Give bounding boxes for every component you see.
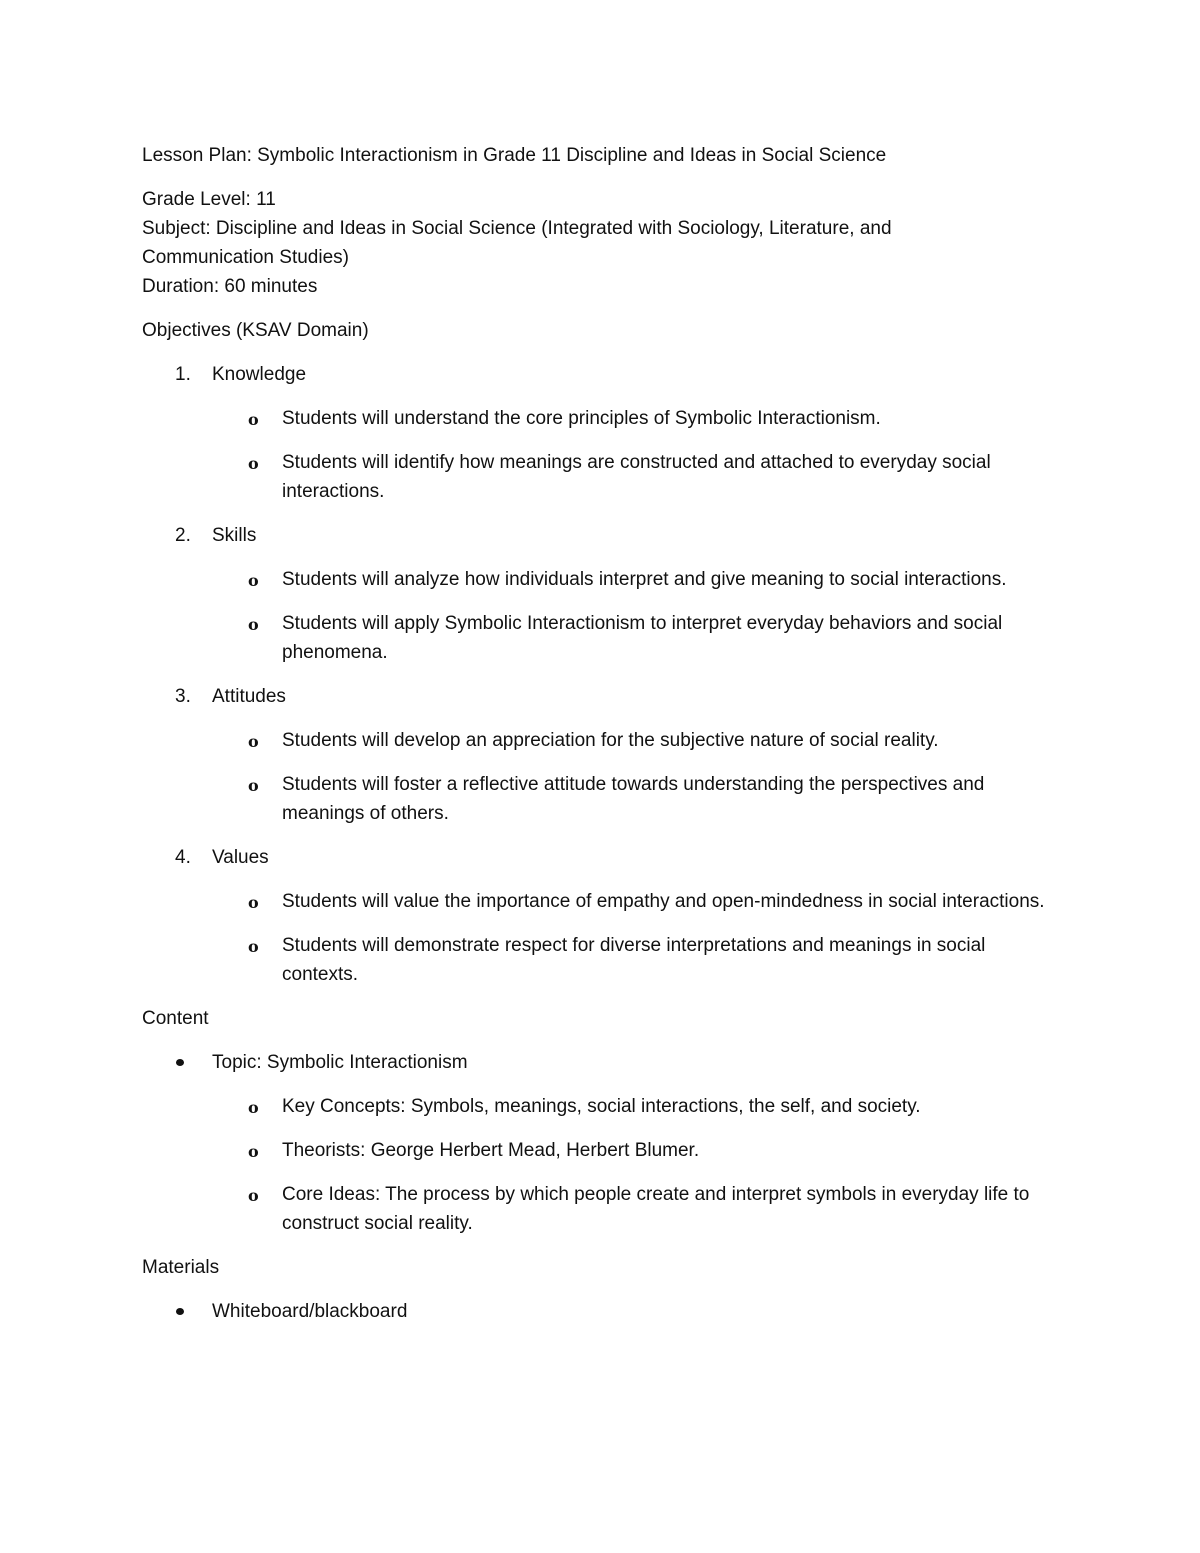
content-heading: Content [142,1008,209,1029]
duration: Duration: 60 minutes [142,276,318,297]
content-topic [142,1048,1062,1238]
circle-bullet-icon: o [248,410,259,429]
list-item-text: Key Concepts: Symbols, meanings, social interactions, the self, and society. [282,1096,921,1117]
list-item-text: Students will foster a reflective attitude towards understanding the perspectives and meanings of others. [282,774,985,824]
materials-heading: Materials [142,1257,220,1278]
topic-text: Topic: Symbolic Interactionism [212,1052,468,1073]
list-item [142,404,1062,433]
circle-bullet-icon: o [248,571,259,590]
circle-bullet-icon: o [248,1098,259,1117]
circle-bullet-icon: o [248,937,259,956]
list-item [142,1136,1062,1165]
list-item [142,1297,1062,1326]
list-number: 2. [175,525,191,546]
list-item-text: Students will demonstrate respect for diverse interpretations and meanings in social contexts. [282,935,986,985]
list-item [142,1180,1062,1238]
circle-bullet-icon: o [248,1186,259,1205]
circle-bullet-icon: o [248,776,259,795]
list-number: 4. [175,847,191,868]
bullet-icon [176,1308,184,1315]
list-item-text: Students will analyze how individuals interpret and give meaning to social interactions. [282,569,1007,590]
list-item-text: Theorists: George Herbert Mead, Herbert Blumer. [282,1140,700,1161]
list-item [142,565,1062,594]
circle-bullet-icon: o [248,893,259,912]
list-item [142,931,1062,989]
objectives-list [142,360,1062,989]
list-item-text: Whiteboard/blackboard [212,1301,408,1322]
lesson-meta [142,185,1062,301]
list-item-text: Students will apply Symbolic Interactionism to interpret everyday behaviors and social phenomena. [282,613,1003,663]
objective-values [142,843,1062,989]
list-item [142,726,1062,755]
circle-bullet-icon: o [248,732,259,751]
list-item-text: Students will understand the core principles of Symbolic Interactionism. [282,408,881,429]
objective-label: Values [212,847,269,868]
objective-attitudes [142,682,1062,828]
subject-line-1: Subject: Discipline and Ideas in Social Science (Integrated with Sociology, Literature, and [142,218,892,239]
list-item [142,609,1062,667]
bullet-icon [176,1059,184,1066]
list-number: 3. [175,686,191,707]
objective-label: Knowledge [212,364,307,385]
list-number: 1. [175,364,191,385]
objectives-heading: Objectives (KSAV Domain) [142,320,369,341]
list-item-text: Students will develop an appreciation for the subjective nature of social reality. [282,730,939,751]
list-item-text: Core Ideas: The process by which people create and interpret symbols in everyday life to construct social reality. [282,1184,1030,1234]
content-list [142,1048,1062,1238]
objective-skills [142,521,1062,667]
list-item-text: Students will identify how meanings are constructed and attached to everyday social interactions. [282,452,991,502]
lesson-title: Lesson Plan: Symbolic Interactionism in Grade 11 Discipline and Ideas in Social Science [142,145,887,166]
subject-line-2: Communication Studies) [142,247,349,268]
objective-knowledge [142,360,1062,506]
objective-label: Skills [212,525,257,546]
list-item-text: Students will value the importance of empathy and open-mindedness in social interactions. [282,891,1045,912]
document-page [142,141,1062,1341]
grade-level: Grade Level: 11 [142,189,276,210]
list-item [142,887,1062,916]
circle-bullet-icon: o [248,1142,259,1161]
list-item [142,448,1062,506]
materials-list [142,1297,1062,1326]
circle-bullet-icon: o [248,615,259,634]
list-item [142,1092,1062,1121]
objective-label: Attitudes [212,686,286,707]
circle-bullet-icon: o [248,454,259,473]
list-item [142,770,1062,828]
